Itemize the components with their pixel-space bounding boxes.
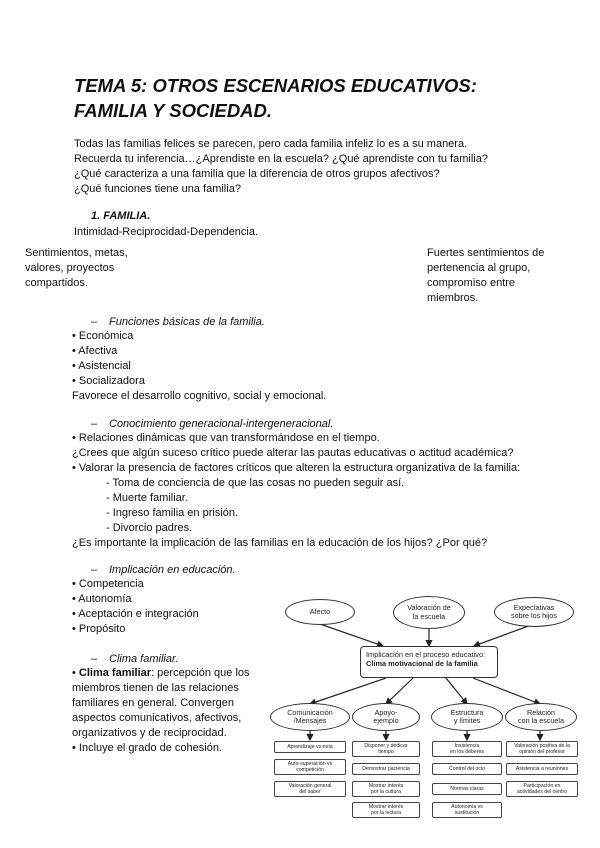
ellipse-afecto: Afecto: [285, 599, 355, 625]
diagram-box: Autonomía vs sustitución: [432, 802, 502, 818]
ellipse-comunicacion: Comunicación /Mensajes: [270, 703, 350, 731]
implication-question: ¿Es importante la implicación de las familias en la educación de los hijos? ¿Por qué?: [72, 537, 488, 549]
list-item: - Toma de conciencia de que las cosas no pueden seguir así.: [106, 477, 405, 489]
diagram-box: Control del ocio: [432, 763, 502, 775]
list-item: - Ingreso familia en prisión.: [106, 507, 239, 519]
funciones-list: [72, 329, 326, 404]
diagram-box: Auto-superación vs competición: [274, 759, 346, 775]
list-item: • Autonomía: [72, 593, 132, 605]
critical-factors-list: [106, 476, 404, 536]
diagram-box: Mostrar interés por la lectura: [352, 802, 420, 818]
diagram-box: Disponer y dedicar tiempo: [352, 741, 420, 757]
ellipse-apoyo-ejemplo: Apoyo- ejemplo: [352, 703, 420, 731]
family-climate-diagram: [268, 591, 580, 823]
ellipse-relacion-escuela: Relación con la escuela: [505, 703, 577, 731]
diagram-box: Asistencia a reuniones: [506, 763, 578, 775]
ellipse-valoracion-escuela: Valoración de la escuela: [393, 596, 465, 629]
section-subtitle: Intimidad-Reciprocidad-Dependencia.: [74, 226, 259, 238]
right-note: Fuertes sentimientos de pertenencia al grupo, compromiso entre miembros.: [427, 247, 545, 304]
section-heading-familia: 1. FAMILIA.: [91, 210, 151, 222]
diagram-box: Valoración positiva de la opinión del profesor: [506, 741, 578, 757]
list-item: • Socializadora: [72, 375, 145, 387]
diagram-box: Participación en actividades del centro: [506, 781, 578, 797]
diagram-box: Mostrar interés por la cultura: [352, 781, 420, 797]
clima-term: Clima familiar: [78, 667, 152, 679]
ellipse-expectativas: Expectativas sobre los hijos: [494, 597, 574, 627]
list-item: - Muerte familiar.: [106, 492, 188, 504]
ellipse-estructura: Estructura y límites: [431, 703, 503, 731]
list-item: • Asistencial: [72, 360, 131, 372]
intro-paragraph: Todas las familias felices se parecen, pero cada familia infeliz lo es a su manera. Recuerda tu inferencia…¿Aprendiste en la escuela? ¿Qué aprendiste con tu familia? ¿Qué caracteriza a una familia que la diferencia de otros grupos afectivos? ¿Qué funciones tiene una familia?: [74, 138, 488, 195]
left-note: Sentimientos, metas, valores, proyectos compartidos.: [25, 247, 128, 289]
clima-cohesion: • Incluye el grado de cohesión.: [72, 742, 223, 754]
subsection-funciones: – Funciones básicas de la familia.: [91, 316, 265, 328]
dash-marker: –: [91, 564, 98, 576]
list-item: • Propósito: [72, 623, 126, 635]
list-item: • Económica: [72, 330, 134, 342]
clima-definition: • Clima familiar: percepción que los miembros tienen de las relaciones familiares en general. Convergen aspectos comunicativos, afectivos, organizativos y de reciprocidad. • Incluye el grado de cohesión.: [72, 666, 264, 756]
implicacion-list: [72, 577, 199, 637]
list-item: • Competencia: [72, 578, 144, 590]
diagram-box: Demostrar paciencia: [352, 763, 420, 775]
list-item: - Divorcio padres.: [106, 522, 193, 534]
dash-marker: –: [91, 418, 98, 430]
diagram-box: Normas claras: [432, 783, 502, 795]
dash-marker: –: [91, 653, 98, 665]
list-item: • Afectiva: [72, 345, 118, 357]
subsection-implicacion: – Implicación en educación.: [91, 564, 236, 576]
conocimiento-lines: • Relaciones dinámicas que van transformándose en el tiempo. ¿Crees que algún suceso crítico puede alterar las pautas educativas o actitud académica? • Valorar la presencia de factores críticos que alteren la estructura organizativa de la familia:: [72, 432, 521, 474]
list-item: • Aceptación e integración: [72, 608, 199, 620]
funciones-closing: Favorece el desarrollo cognitivo, social y emocional.: [72, 390, 327, 402]
dash-marker: –: [91, 316, 98, 328]
page-title: TEMA 5: OTROS ESCENARIOS EDUCATIVOS: FAMILIA Y SOCIEDAD.: [74, 75, 477, 121]
center-box: Implicación en el proceso educativo: Clima motivacional de la familia: [360, 646, 498, 678]
subsection-clima: – Clima familiar.: [91, 653, 179, 665]
subsection-conocimiento: – Conocimiento generacional-intergeneracional.: [91, 418, 334, 430]
diagram-box: Aprendizaje vs nota: [274, 741, 346, 753]
diagram-box: Insistencia en los deberes: [432, 741, 502, 757]
diagram-box: Valoración general del saber: [274, 781, 346, 797]
